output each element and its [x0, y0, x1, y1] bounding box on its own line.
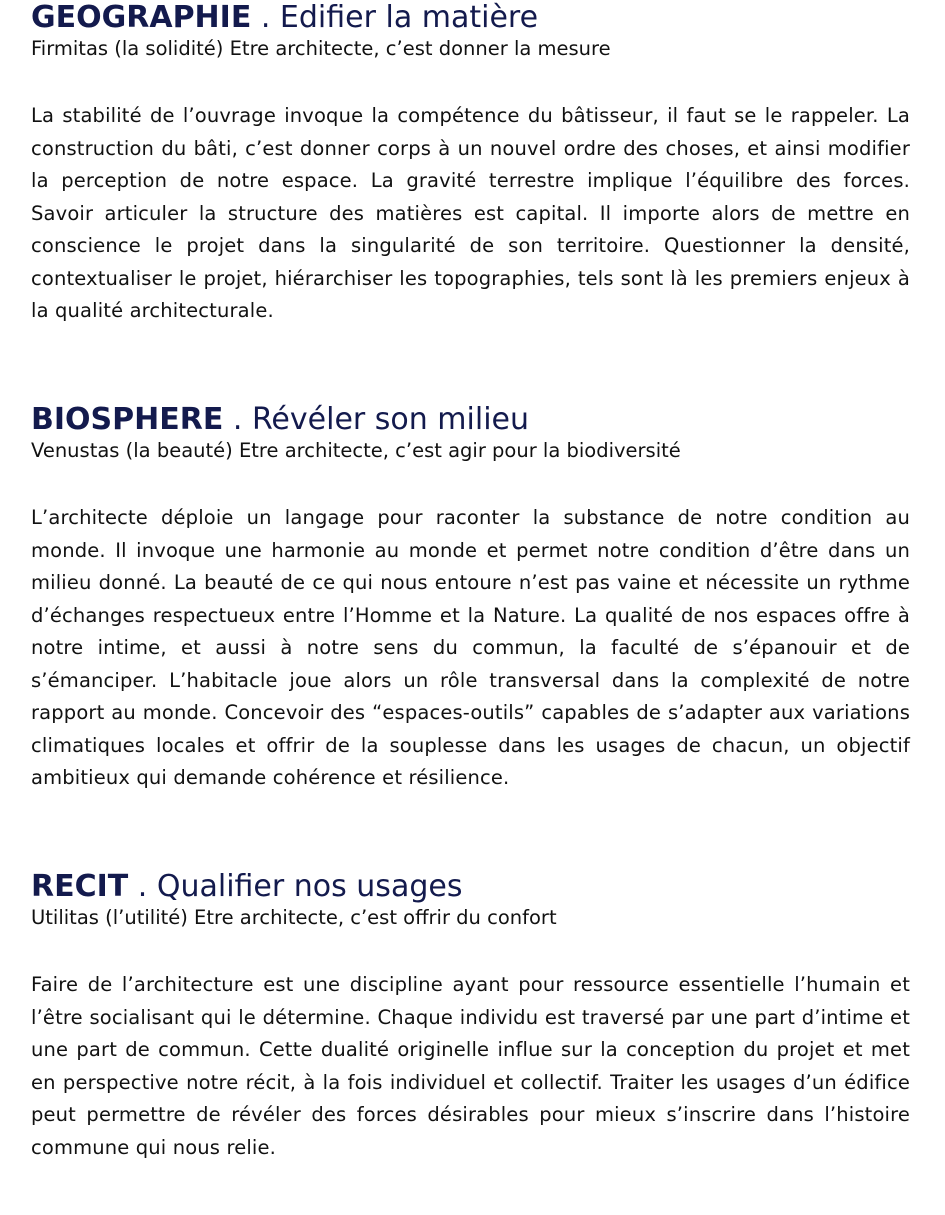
section-separator: .	[128, 869, 157, 904]
section-title	[31, 869, 910, 905]
section-heading: Edifier la matière	[279, 0, 539, 35]
section-keyword: RECIT	[31, 869, 129, 904]
section-keyword: BIOSPHERE	[31, 402, 224, 437]
section-body: La stabilité de l’ouvrage invoque la compétence du bâtisseur, il faut se le rappeler. La construction du bâti, c’est donner corps à un nouvel ordre des choses, et ainsi modifier la perception de notre espace. La gravité terrestre implique l’équilibre des forces. Savoir articuler la structure des matières est capital. Il importe alors de mettre en conscience le projet dans la singularité de son territoire. Questionner la densité, contextualiser le projet, hiérarchiser les topographies, tels sont là les premiers enjeux à la qualité architecturale.	[31, 104, 910, 322]
section-recit	[31, 869, 910, 1164]
section-subtitle: Venustas (la beauté) Etre architecte, c’est agir pour la biodiversité	[31, 439, 681, 462]
section-geographie	[31, 0, 910, 328]
section-subtitle: Firmitas (la solidité) Etre architecte, c’est donner la mesure	[31, 37, 611, 60]
section-separator: .	[251, 0, 280, 35]
section-subtitle: Utilitas (l’utilité) Etre architecte, c’est offrir du confort	[31, 906, 557, 929]
section-title	[31, 402, 910, 438]
section-biosphere	[31, 402, 910, 795]
section-heading: Qualifier nos usages	[156, 869, 463, 904]
section-keyword: GEOGRAPHIE	[31, 0, 252, 35]
section-body: L’architecte déploie un langage pour raconter la substance de notre condition au monde. Il invoque une harmonie au monde et permet notre condition d’être dans un milieu donné. La beauté de ce qui nous entoure n’est pas vaine et nécessite un rythme d’échanges respectueux entre l’Homme et la Nature. La qualité de nos espaces offre à notre intime, et aussi à notre sens du commun, la faculté de s’épanouir et de s’émanciper. L’habitacle joue alors un rôle transversal dans la complexité de notre rapport au monde. Concevoir des “espaces-outils” capables de s’adapter aux variations climatiques locales et offrir de la souplesse dans les usages de chacun, un objectif ambitieux qui demande cohérence et résilience.	[31, 506, 910, 789]
section-heading: Révéler son milieu	[251, 402, 529, 437]
section-title	[31, 0, 910, 36]
section-separator: .	[223, 402, 252, 437]
section-body: Faire de l’architecture est une discipline ayant pour ressource essentielle l’humain et l’être socialisant qui le détermine. Chaque individu est traversé par une part d’intime et une part de commun. Cette dualité originelle influe sur la conception du projet et met en perspective notre récit, à la fois individuel et collectif. Traiter les usages d’un édifice peut permettre de révéler des forces désirables pour mieux s’inscrire dans l’histoire commune qui nous relie.	[31, 973, 910, 1159]
